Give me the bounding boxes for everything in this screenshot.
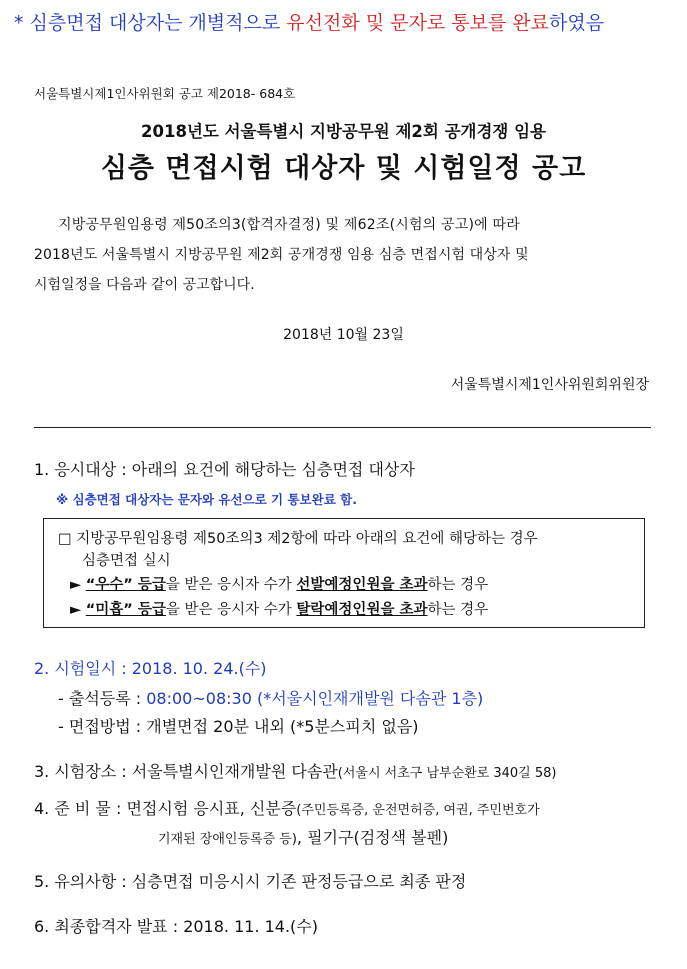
section-3-address: (서울시 서초구 남부순환로 340길 58) (337, 766, 557, 781)
section-4 (34, 796, 540, 819)
criteria-item-poor (70, 598, 488, 619)
section-3 (34, 759, 557, 782)
criteria-item-poor-key: 탈락예정인원을 초과 (296, 602, 428, 618)
section-1-note: ※ 심층면접 대상자는 문자와 유선으로 기 통보완료 함. (56, 492, 357, 507)
grade-poor: “미흡” 등급 (85, 602, 166, 618)
section-3-label: 3. 시험장소 : 서울특별시인재개발원 다솜관 (34, 762, 338, 781)
criteria-item-excellent-end: 하는 경우 (427, 577, 489, 593)
criteria-box-line-1: □ 지방공무원임용령 제50조의3 제2항에 따라 아래의 요건에 해당하는 경우 (58, 531, 538, 547)
doc-title: 심층 면접시험 대상자 및 시험일정 공고 (100, 153, 587, 184)
issuer: 서울특별시제1인사위원회위원장 (450, 377, 649, 393)
section-2-registration (58, 686, 483, 709)
section-2-method: - 면접방법 : 개별면접 20분 내외 (*5분스피치 없음) (58, 717, 419, 736)
registration-label: - 출석등록 : (58, 689, 147, 708)
criteria-item-poor-end: 하는 경우 (427, 602, 489, 618)
section-4-detail-2b: , 필기구(검정색 볼펜) (296, 828, 449, 847)
registration-value: 08:00~08:30 (*서울시인재개발원 다솜관 1층) (146, 689, 484, 708)
triangle-bullet-icon: ► (70, 577, 82, 593)
section-2-heading: 2. 시험일시 : 2018. 10. 24.(수) (34, 659, 267, 678)
section-4-detail-1: (주민등록증, 운전면허증, 여권, 주민번호가 (296, 803, 540, 818)
section-4-continued (158, 825, 448, 848)
top-notice-prefix: * 심층면접 대상자는 개별적으로 (14, 12, 287, 34)
criteria-item-poor-mid: 을 받은 응시자 수가 (165, 602, 297, 618)
divider (34, 427, 651, 428)
top-notice-suffix: 하였음 (549, 12, 605, 34)
top-notice (14, 8, 604, 35)
criteria-item-excellent-mid: 을 받은 응시자 수가 (165, 577, 297, 593)
body-line-3: 시험일정을 다음과 같이 공고합니다. (34, 277, 255, 293)
body-line-1: 지방공무원임용령 제50조의3(합격자결정) 및 제62조(시험의 공고)에 따라 (58, 217, 520, 233)
announcement-date: 2018년 10월 23일 (283, 327, 404, 343)
section-5: 5. 유의사항 : 심층면접 미응시시 기존 판정등급으로 최종 판정 (34, 872, 467, 891)
doc-number: 서울특별시제1인사위원회 공고 제2018- 684호 (34, 86, 296, 101)
section-6: 6. 최종합격자 발표 : 2018. 11. 14.(수) (34, 917, 318, 936)
criteria-item-excellent-key: 선발예정인원을 초과 (296, 577, 428, 593)
criteria-box (43, 518, 645, 628)
body-line-2: 2018년도 서울특별시 지방공무원 제2회 공개경쟁 임용 심층 면접시험 대상자 및 (34, 247, 529, 263)
criteria-box-line-2: 심층면접 실시 (82, 553, 171, 569)
doc-subtitle: 2018년도 서울특별시 지방공무원 제2회 공개경쟁 임용 (141, 122, 546, 141)
section-4-label: 4. 준 비 물 : 면접시험 응시표, 신분증 (34, 799, 297, 818)
criteria-item-excellent (70, 573, 488, 594)
grade-excellent: “우수” 등급 (85, 577, 166, 593)
section-1-heading: 1. 응시대상 : 아래의 요건에 해당하는 심층면접 대상자 (34, 460, 415, 479)
top-notice-highlight: 유선전화 및 문자로 통보를 완료 (286, 12, 550, 34)
triangle-bullet-icon: ► (70, 602, 82, 618)
section-4-detail-2a: 기재된 장애인등록증 등) (158, 832, 297, 847)
